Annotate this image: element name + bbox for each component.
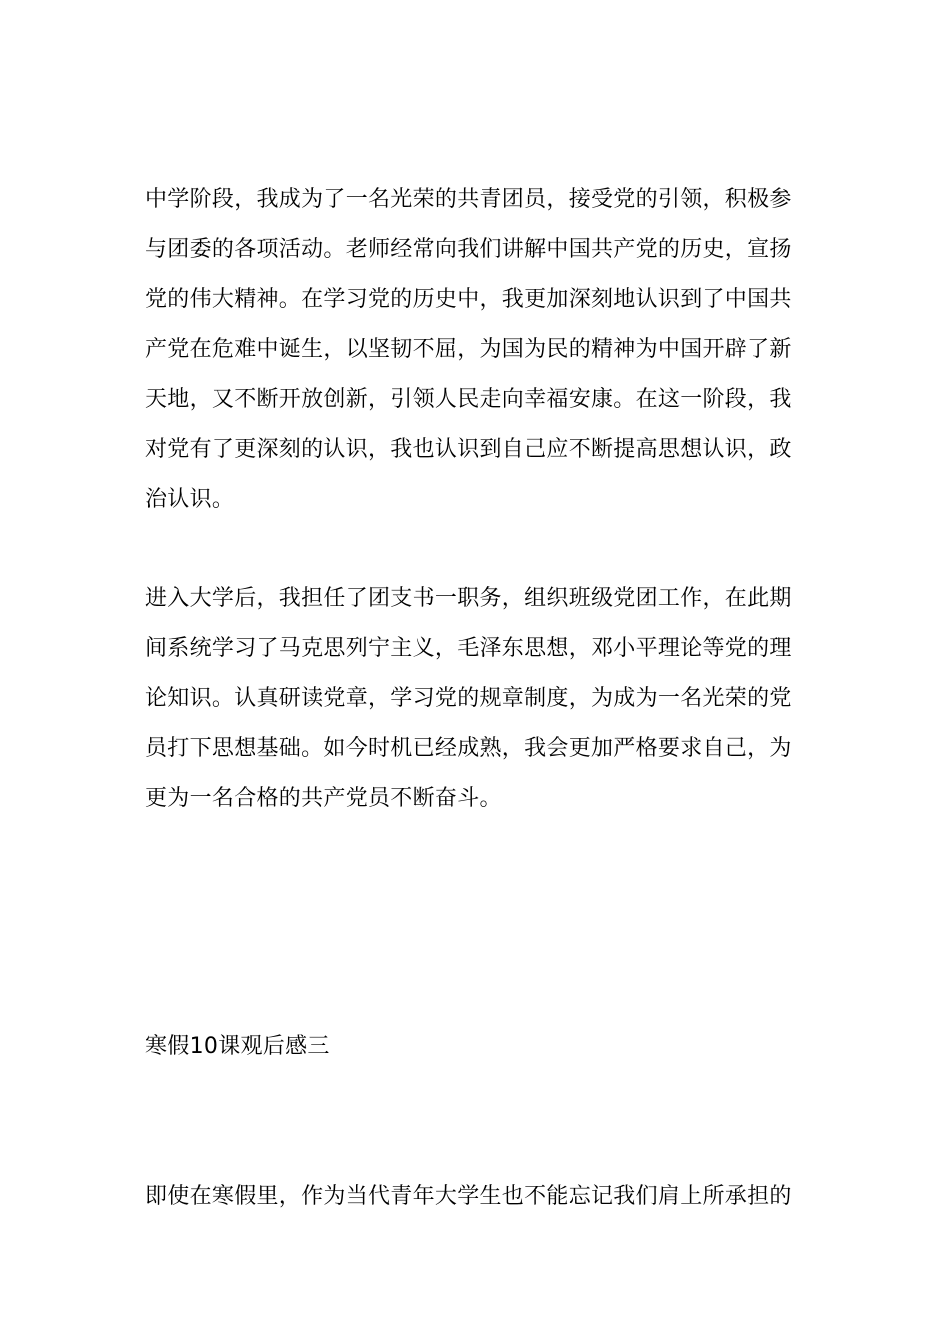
paragraph-line: 产党在危难中诞生，以坚韧不屈，为国为民的精神为中国开辟了新 [145,337,792,362]
paragraph-line: 即使在寒假里，作为当代青年大学生也不能忘记我们肩上所承担的 [145,1184,792,1209]
paragraph-line: 天地，又不断开放创新，引领人民走向幸福安康。在这一阶段，我 [145,387,792,412]
paragraph-3 [145,1182,845,1232]
paragraph-line: 间系统学习了马克思列宁主义，毛泽东思想，邓小平理论等党的理 [145,636,792,661]
paragraph-2 [145,584,845,834]
paragraph-1 [145,185,845,535]
paragraph-line: 员打下思想基础。如今时机已经成熟，我会更加严格要求自己，为 [145,736,792,761]
paragraph-line: 进入大学后，我担任了团支书一职务，组织班级党团工作，在此期 [145,586,792,611]
paragraph-line: 更为一名合格的共产党员不断奋斗。 [145,786,502,811]
paragraph-line: 治认识。 [145,487,235,512]
paragraph-line: 论知识。认真研读党章，学习党的规章制度，为成为一名光荣的党 [145,686,792,711]
paragraph-line: 中学阶段，我成为了一名光荣的共青团员，接受党的引领，积极参 [145,187,792,212]
paragraph-line: 与团委的各项活动。老师经常向我们讲解中国共产党的历史，宣扬 [145,237,792,262]
paragraph-line: 党的伟大精神。在学习党的历史中，我更加深刻地认识到了中国共 [145,287,792,312]
paragraph-line: 对党有了更深刻的认识，我也认识到自己应不断提高思想认识，政 [145,437,792,462]
section-heading: 寒假10课观后感三 [145,1034,330,1059]
